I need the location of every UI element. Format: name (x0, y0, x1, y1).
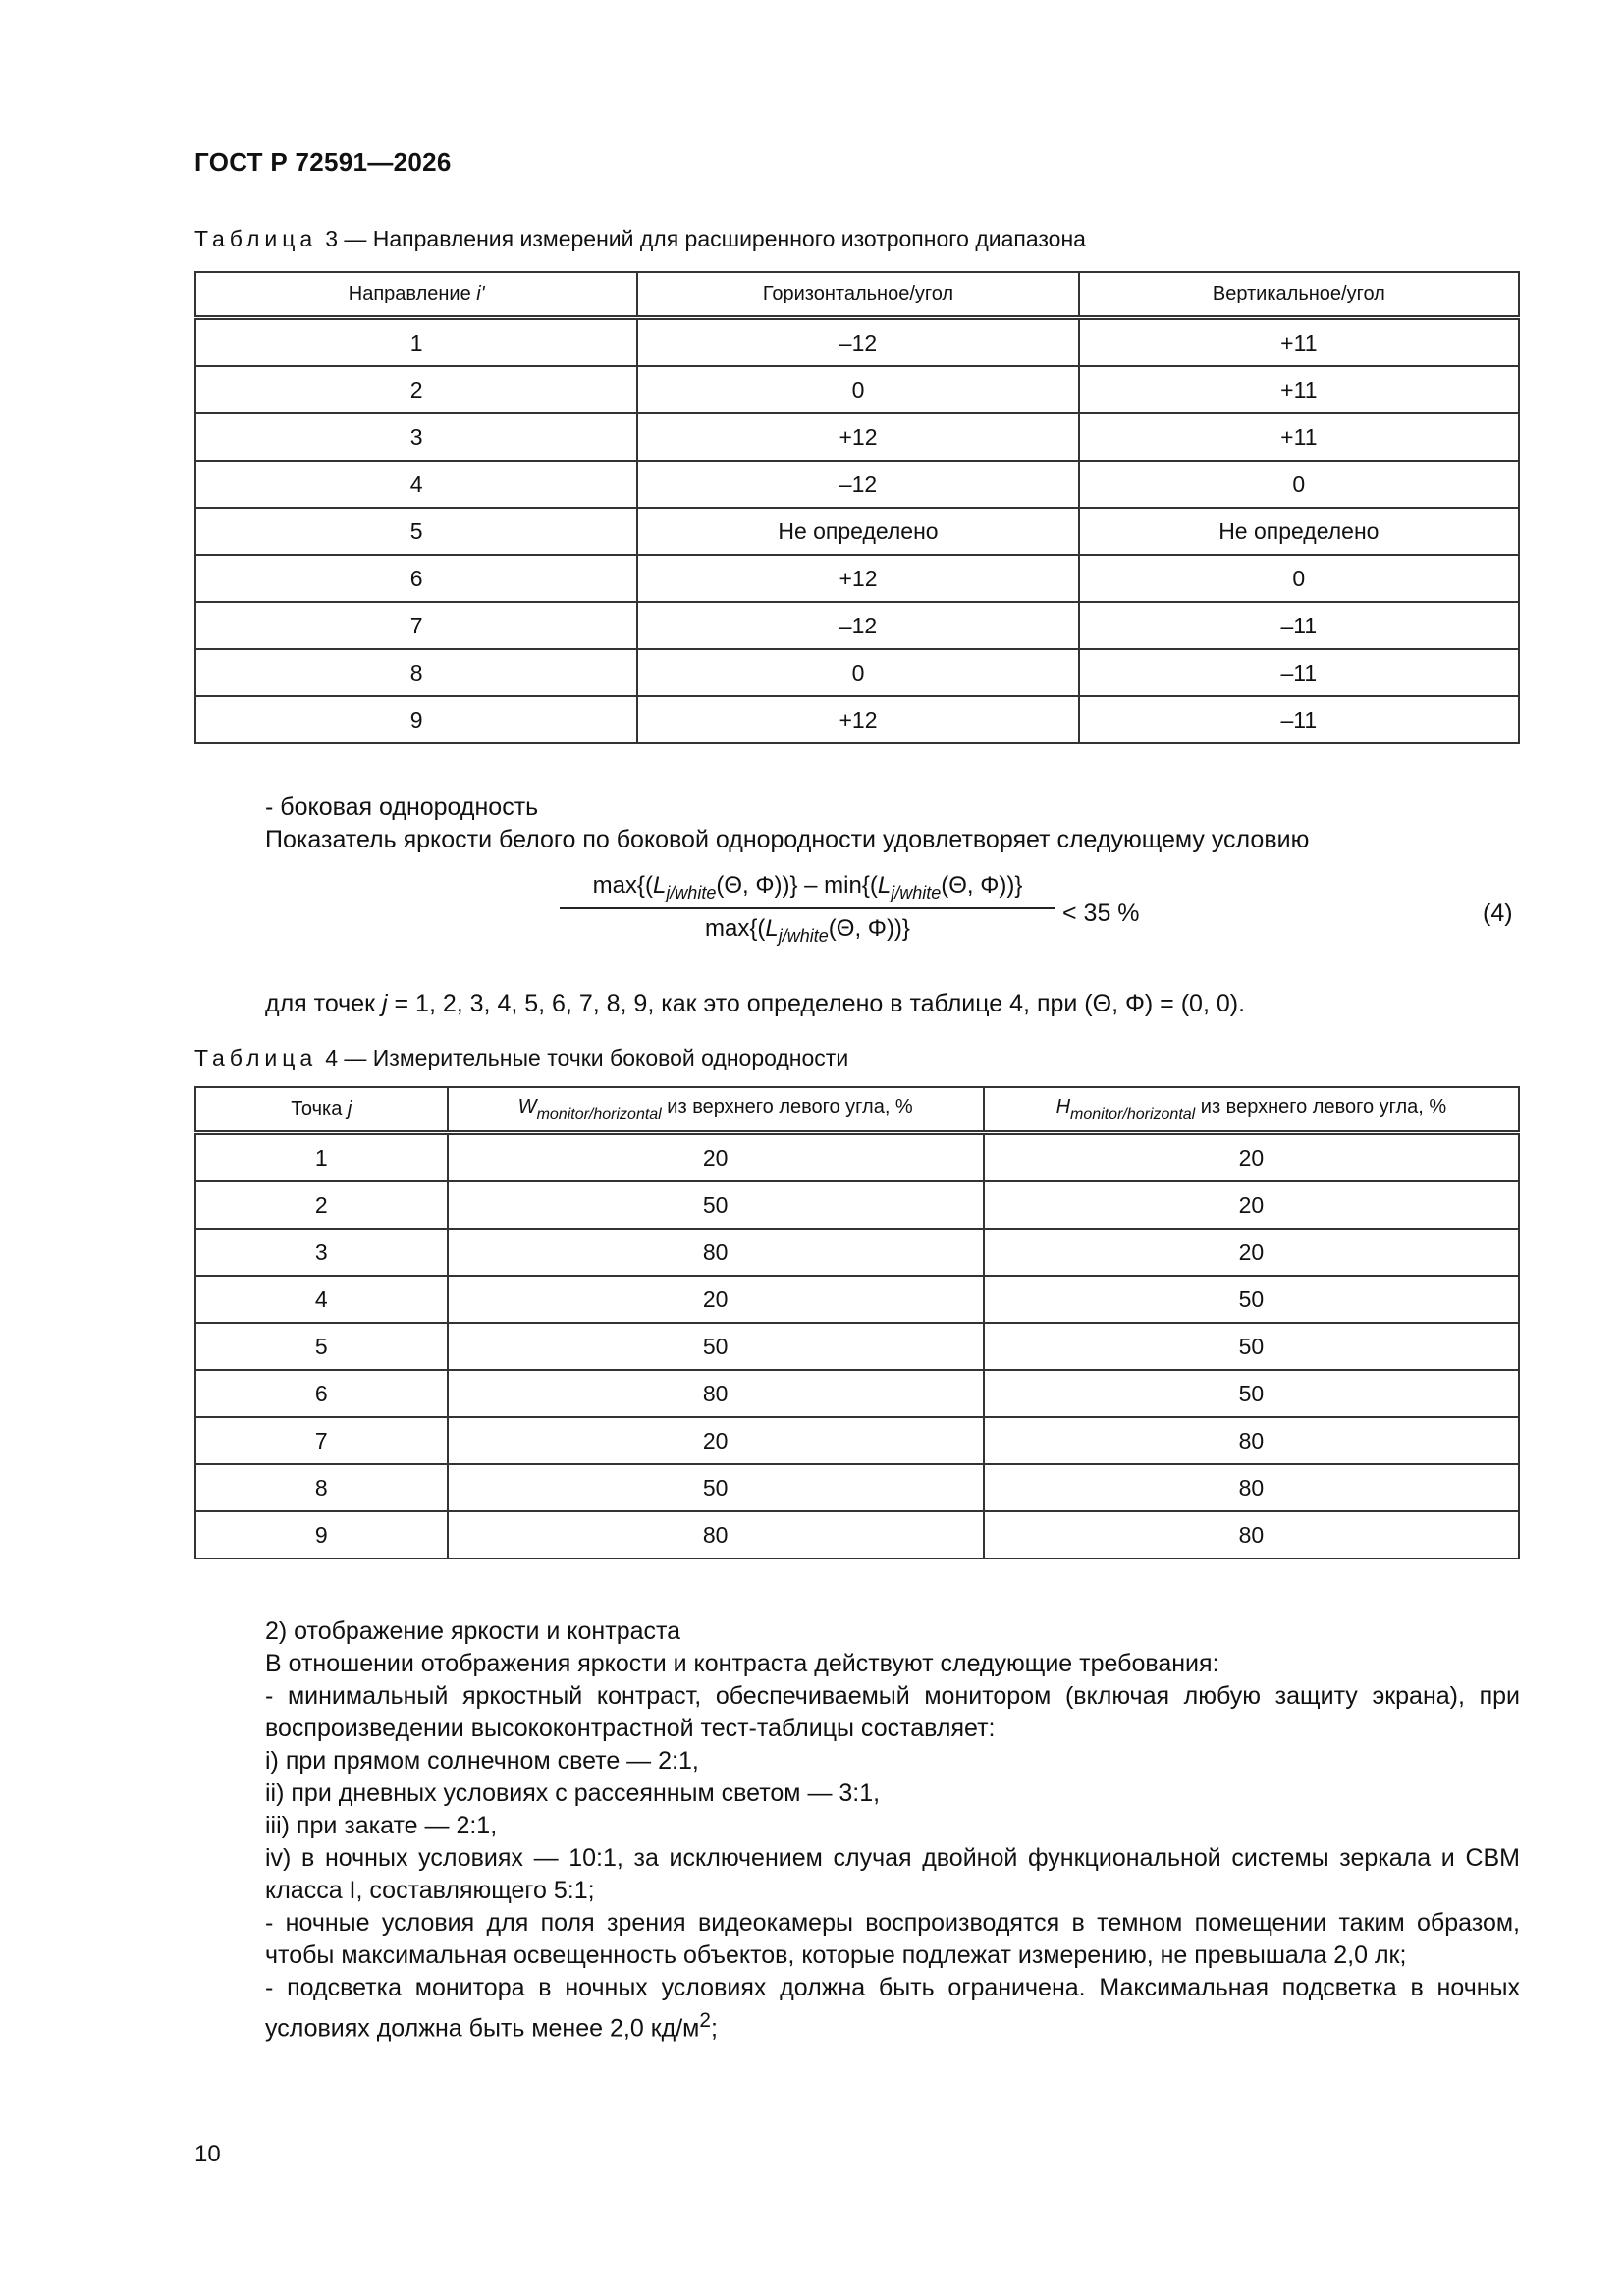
last-line-end: ; (710, 2014, 718, 2043)
table3-header-row (195, 272, 1519, 318)
table-cell: +12 (637, 413, 1078, 461)
table-row (195, 602, 1519, 649)
section-line: ii) при дневных условиях с рассеянным светом — 3:1, (265, 1779, 881, 1807)
table4 (194, 1086, 1520, 1559)
table-cell: +11 (1079, 318, 1519, 367)
lateral-uniformity-section (265, 792, 1520, 856)
table-cell: 0 (1079, 555, 1519, 602)
table-row (195, 1511, 1519, 1558)
table-cell: 2 (195, 1181, 448, 1229)
formula-condition (265, 988, 1520, 1020)
table-cell: 50 (984, 1276, 1519, 1323)
table3-header-horizontal: Горизонтальное/угол (637, 272, 1078, 318)
table-cell: 0 (1079, 461, 1519, 508)
table-cell: 20 (448, 1417, 984, 1464)
table-cell: 8 (195, 649, 637, 696)
table-cell: +11 (1079, 366, 1519, 413)
section-line: - минимальный яркостный контраст, обеспечиваемый монитором (включая любую защиту экрана), при воспроизведении высококонтрастной тест-таблицы составляет: (265, 1682, 1520, 1742)
table-cell: 50 (448, 1323, 984, 1370)
table-cell: +11 (1079, 413, 1519, 461)
table4-caption-text: 4 — Измерительные точки боковой однородности (325, 1045, 849, 1070)
table-cell: 7 (195, 602, 637, 649)
table-cell: 0 (637, 649, 1078, 696)
table-cell: 80 (448, 1229, 984, 1276)
table-cell: 8 (195, 1464, 448, 1511)
table-cell: 80 (984, 1417, 1519, 1464)
table3-caption-prefix: Таблица (194, 226, 318, 251)
table-cell: 3 (195, 1229, 448, 1276)
table-cell: 1 (195, 1133, 448, 1182)
table-row (195, 1370, 1519, 1417)
table-row (195, 508, 1519, 555)
formula-numerator: $\max\{(L_{j/white}(\Theta$, $\Phi))\} - \min\{(L_{j/white}(\Theta$, Φ))} (560, 872, 1055, 909)
table3-caption (194, 226, 1086, 252)
table-cell: 50 (984, 1370, 1519, 1417)
table-row (195, 1417, 1519, 1464)
table-row (195, 1181, 1519, 1229)
table-cell: 20 (448, 1133, 984, 1182)
formula-fraction (560, 872, 1055, 947)
section-item: - боковая однородность (265, 793, 539, 821)
header-rest: из верхнего левого угла, % (661, 1095, 913, 1118)
table-cell: –12 (637, 318, 1078, 367)
table-cell: –11 (1079, 602, 1519, 649)
table-cell: 6 (195, 1370, 448, 1417)
table-row (195, 1229, 1519, 1276)
table4-caption-prefix: Таблица (194, 1045, 318, 1070)
section-line: 2) отображение яркости и контраста (265, 1617, 681, 1645)
table-row (195, 649, 1519, 696)
section-line-last (265, 1972, 1520, 2045)
header-symbol: H (1055, 1095, 1071, 1118)
section-line: iv) в ночных условиях — 10:1, за исключением случая двойной функциональной системы зеркала и СВМ класса I, составляющего 5:1; (265, 1844, 1520, 1904)
last-line-superscript: 2 (699, 2009, 711, 2032)
formula-comparison: < 35 % (1062, 900, 1140, 927)
table-cell: 20 (984, 1229, 1519, 1276)
table-row (195, 461, 1519, 508)
table-cell: 4 (195, 461, 637, 508)
table-cell: 50 (448, 1464, 984, 1511)
table-cell: +12 (637, 696, 1078, 743)
header-subscript: monitor/horizontal (536, 1105, 662, 1122)
table-row (195, 318, 1519, 367)
table3-header-direction: Направление i' (195, 272, 637, 318)
table-cell: 2 (195, 366, 637, 413)
table-cell: 80 (448, 1511, 984, 1558)
table-cell: 3 (195, 413, 637, 461)
section-statement: Показатель яркости белого по боковой однородности удовлетворяет следующему условию (265, 826, 1310, 853)
section-line: В отношении отображения яркости и контраста действуют следующие требования: (265, 1650, 1219, 1677)
formula-denominator: $\max\{(L_{j/white}(\Theta$, Φ))} (705, 914, 910, 946)
header-rest: из верхнего левого угла, % (1195, 1095, 1447, 1118)
section-line: iii) при закате — 2:1, (265, 1812, 498, 1839)
table-cell: 7 (195, 1417, 448, 1464)
table3-header-vertical: Вертикальное/угол (1079, 272, 1519, 318)
table4-header-width (448, 1087, 984, 1133)
page-number: 10 (194, 2141, 221, 2167)
header-subscript: monitor/horizontal (1070, 1105, 1196, 1122)
table-cell: Не определено (637, 508, 1078, 555)
table-cell: +12 (637, 555, 1078, 602)
table-cell: –12 (637, 602, 1078, 649)
formula-condition-text: для точек j = 1, 2, 3, 4, 5, 6, 7, 8, 9, как это определено в таблице 4, при (Θ, Φ) = (0, 0). (265, 990, 1246, 1017)
table-cell: 80 (448, 1370, 984, 1417)
table-cell: 50 (984, 1323, 1519, 1370)
table-row (195, 696, 1519, 743)
table-row (195, 1133, 1519, 1182)
section-line: - ночные условия для поля зрения видеокамеры воспроизводятся в темном помещении таким образом, чтобы максимальная освещенность объектов, которые подлежат измерению, не превышала 2,0 лк; (265, 1909, 1520, 1969)
table-cell: 0 (637, 366, 1078, 413)
table-cell: 80 (984, 1464, 1519, 1511)
table-cell: 4 (195, 1276, 448, 1323)
table-cell: 9 (195, 696, 637, 743)
table-cell: 1 (195, 318, 637, 367)
last-line-text: - подсветка монитора в ночных условиях должна быть ограничена. Максимальная подсветка в ночных условиях должна быть менее 2,0 кд/м (265, 1974, 1520, 2043)
table-cell: 20 (448, 1276, 984, 1323)
table-cell: Не определено (1079, 508, 1519, 555)
table-row (195, 366, 1519, 413)
table-cell: 9 (195, 1511, 448, 1558)
table-row (195, 1276, 1519, 1323)
table3-caption-text: 3 — Направления измерений для расширенного изотропного диапазона (325, 226, 1086, 251)
table3 (194, 271, 1520, 744)
table-cell: 20 (984, 1133, 1519, 1182)
table-cell: –11 (1079, 696, 1519, 743)
table-row (195, 555, 1519, 602)
table4-header-row (195, 1087, 1519, 1133)
table-cell: –12 (637, 461, 1078, 508)
equation-number: (4) (1483, 900, 1513, 927)
table-cell: 5 (195, 1323, 448, 1370)
document-header: ГОСТ Р 72591—2026 (194, 147, 452, 177)
header-symbol: W (517, 1095, 537, 1118)
table-cell: 6 (195, 555, 637, 602)
table-row (195, 1323, 1519, 1370)
table4-caption (194, 1045, 848, 1071)
brightness-contrast-section (265, 1615, 1520, 2045)
table-cell: 5 (195, 508, 637, 555)
table4-header-height (984, 1087, 1519, 1133)
table-cell: 80 (984, 1511, 1519, 1558)
table-row (195, 1464, 1519, 1511)
formula-4 (560, 872, 1227, 970)
table-cell: 50 (448, 1181, 984, 1229)
table-cell: –11 (1079, 649, 1519, 696)
table-row (195, 413, 1519, 461)
table4-header-point: Точка j (195, 1087, 448, 1133)
table-cell: 20 (984, 1181, 1519, 1229)
section-line: i) при прямом солнечном свете — 2:1, (265, 1747, 699, 1775)
